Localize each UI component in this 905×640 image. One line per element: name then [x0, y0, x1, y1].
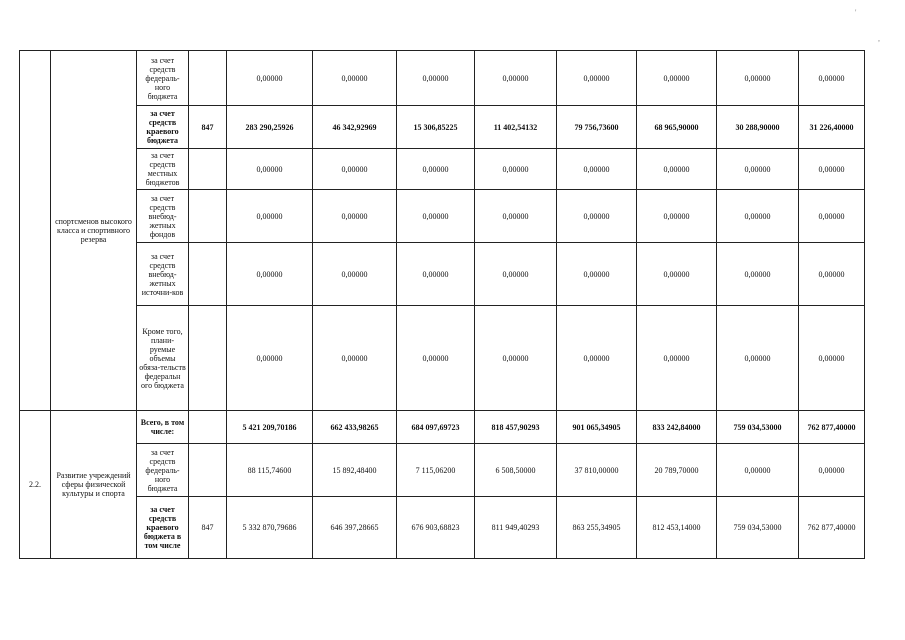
value-cell: 0,00000 [557, 149, 637, 190]
value-cell: 0,00000 [799, 190, 865, 243]
value-cell: 0,00000 [799, 149, 865, 190]
funding-source: за счет средств местных бюджетов [137, 149, 189, 190]
value-cell: 6 508,50000 [475, 444, 557, 497]
value-cell: 15 306,85225 [397, 106, 475, 149]
value-cell: 0,00000 [313, 51, 397, 106]
value-cell: 901 065,34905 [557, 411, 637, 444]
budget-code [189, 444, 227, 497]
funding-source: Всего, в том числе: [137, 411, 189, 444]
table-row [20, 149, 865, 190]
value-cell: 11 402,54132 [475, 106, 557, 149]
budget-table [19, 50, 865, 559]
value-cell: 5 332 870,79686 [227, 497, 313, 559]
item-name: Развитие учреждений сферы физической культуры и спорта [51, 411, 137, 559]
value-cell: 759 034,53000 [717, 497, 799, 559]
value-cell: 79 756,73600 [557, 106, 637, 149]
value-cell: 15 892,48400 [313, 444, 397, 497]
value-cell: 0,00000 [799, 444, 865, 497]
value-cell: 31 226,40000 [799, 106, 865, 149]
funding-source: за счет средств краевого бюджета в том числе [137, 497, 189, 559]
value-cell: 0,00000 [397, 306, 475, 411]
value-cell: 0,00000 [799, 51, 865, 106]
funding-source: за счет средств федераль-ного бюджета [137, 444, 189, 497]
value-cell: 0,00000 [717, 51, 799, 106]
table-row [20, 444, 865, 497]
value-cell: 0,00000 [227, 306, 313, 411]
value-cell: 0,00000 [313, 190, 397, 243]
value-cell: 0,00000 [557, 243, 637, 306]
value-cell: 0,00000 [227, 149, 313, 190]
budget-code [189, 51, 227, 106]
table-row [20, 497, 865, 559]
budget-code [189, 411, 227, 444]
value-cell: 833 242,84000 [637, 411, 717, 444]
value-cell: 0,00000 [475, 243, 557, 306]
value-cell: 818 457,90293 [475, 411, 557, 444]
budget-code [189, 149, 227, 190]
funding-source: за счет средств федераль-ного бюджета [137, 51, 189, 106]
table-row [20, 243, 865, 306]
value-cell: 0,00000 [557, 306, 637, 411]
value-cell: 662 433,98265 [313, 411, 397, 444]
table-row [20, 51, 865, 106]
table-row [20, 411, 865, 444]
funding-source: за счет средств внебюд-жетных источни-ков [137, 243, 189, 306]
value-cell: 684 097,69723 [397, 411, 475, 444]
value-cell: 0,00000 [557, 51, 637, 106]
value-cell: 0,00000 [637, 51, 717, 106]
value-cell: 0,00000 [313, 243, 397, 306]
value-cell: 0,00000 [397, 243, 475, 306]
table-row [20, 190, 865, 243]
budget-code: 847 [189, 497, 227, 559]
value-cell: 0,00000 [717, 149, 799, 190]
value-cell: 37 810,00000 [557, 444, 637, 497]
value-cell: 283 290,25926 [227, 106, 313, 149]
value-cell: 0,00000 [313, 306, 397, 411]
value-cell: 0,00000 [717, 444, 799, 497]
value-cell: 812 453,14000 [637, 497, 717, 559]
value-cell: 0,00000 [717, 190, 799, 243]
value-cell: 676 903,68823 [397, 497, 475, 559]
budget-code [189, 243, 227, 306]
value-cell: 46 342,92969 [313, 106, 397, 149]
value-cell: 0,00000 [637, 190, 717, 243]
value-cell: 863 255,34905 [557, 497, 637, 559]
value-cell: 0,00000 [557, 190, 637, 243]
value-cell: 0,00000 [313, 149, 397, 190]
value-cell: 0,00000 [637, 243, 717, 306]
budget-code [189, 306, 227, 411]
value-cell: 646 397,28665 [313, 497, 397, 559]
value-cell: 0,00000 [637, 306, 717, 411]
budget-code: 847 [189, 106, 227, 149]
value-cell: 7 115,06200 [397, 444, 475, 497]
value-cell: 0,00000 [799, 306, 865, 411]
table-row [20, 106, 865, 149]
value-cell: 762 877,40000 [799, 497, 865, 559]
value-cell: 0,00000 [475, 190, 557, 243]
value-cell: 0,00000 [799, 243, 865, 306]
page-mark: , [878, 34, 880, 43]
value-cell: 762 877,40000 [799, 411, 865, 444]
value-cell: 0,00000 [475, 149, 557, 190]
funding-source: за счет средств внебюд-жетных фондов [137, 190, 189, 243]
value-cell: 0,00000 [397, 149, 475, 190]
value-cell: 68 965,90000 [637, 106, 717, 149]
page-mark: ' [855, 8, 857, 17]
budget-code [189, 190, 227, 243]
table-row [20, 306, 865, 411]
value-cell: 30 288,90000 [717, 106, 799, 149]
value-cell: 0,00000 [397, 51, 475, 106]
value-cell: 0,00000 [717, 306, 799, 411]
value-cell: 0,00000 [637, 149, 717, 190]
item-number [20, 51, 51, 411]
item-name: спортсменов высокого класса и спортивного резерва [51, 51, 137, 411]
value-cell: 5 421 209,70186 [227, 411, 313, 444]
value-cell: 20 789,70000 [637, 444, 717, 497]
value-cell: 0,00000 [475, 51, 557, 106]
value-cell: 759 034,53000 [717, 411, 799, 444]
value-cell: 0,00000 [397, 190, 475, 243]
value-cell: 0,00000 [475, 306, 557, 411]
value-cell: 0,00000 [227, 51, 313, 106]
value-cell: 0,00000 [227, 190, 313, 243]
value-cell: 811 949,40293 [475, 497, 557, 559]
value-cell: 0,00000 [717, 243, 799, 306]
item-number: 2.2. [20, 411, 51, 559]
funding-source: Кроме того, плани-руемые объемы обяза-тельств федеральн ого бюджета [137, 306, 189, 411]
funding-source: за счет средств краевого бюджета [137, 106, 189, 149]
value-cell: 88 115,74600 [227, 444, 313, 497]
value-cell: 0,00000 [227, 243, 313, 306]
